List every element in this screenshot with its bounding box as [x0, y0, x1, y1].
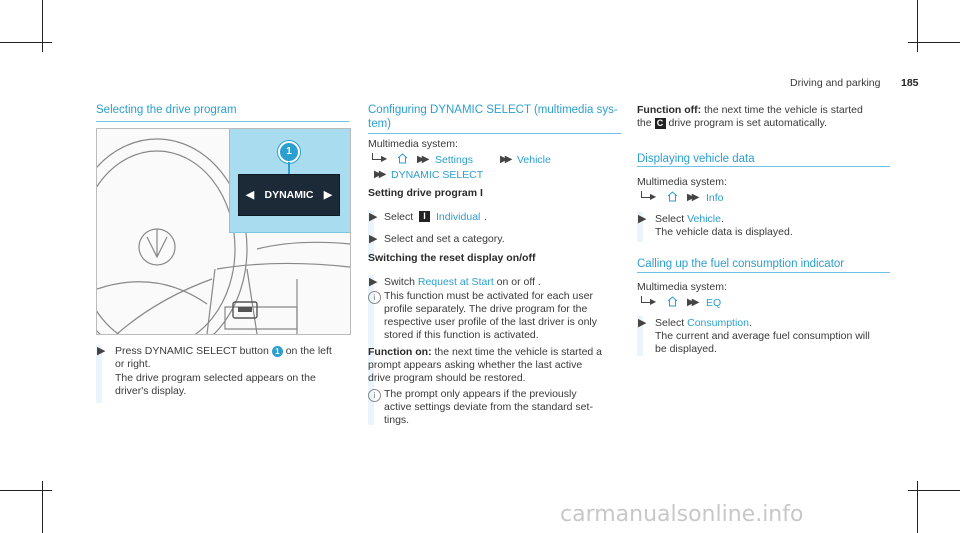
note-text: respective user profile of the last driver is only [384, 316, 598, 328]
path-info[interactable]: Info [706, 192, 724, 204]
col2-heading-cont: tem) [368, 118, 391, 130]
select-consumption-text: Select Consumption. [655, 317, 752, 329]
crop-mark [42, 0, 43, 52]
step-arrow-icon: ▶ [369, 276, 378, 288]
col1-heading-rule [96, 121, 349, 122]
step-text: or right. [115, 358, 151, 370]
function-on-text: drive program should be restored. [368, 372, 526, 384]
multimedia-label: Multimedia system: [637, 281, 727, 293]
chevron-right-icon: ▶▶ [417, 154, 427, 165]
crop-mark [917, 481, 918, 533]
comfort-icon: C [655, 118, 666, 129]
chevron-right-icon: ▶▶ [500, 154, 510, 165]
step-arrow-icon: ▶ [638, 213, 647, 225]
vehicle-desc: The vehicle data is displayed. [655, 226, 793, 238]
switch-text: Switch Request at Start on or off . [384, 276, 541, 288]
col3-heading-rule [637, 272, 890, 273]
select-vehicle-text: Select Vehicle. [655, 213, 724, 225]
function-off-text: the C drive program is set automatically. [637, 117, 827, 129]
step-text: driver's display. [115, 385, 187, 397]
watermark: carmanualsonline.info [560, 502, 804, 527]
dynamic-select-figure [96, 128, 351, 335]
period: . [484, 211, 487, 223]
crop-mark [917, 0, 918, 52]
home-icon [397, 153, 408, 164]
step-arrow-icon: ▶ [369, 211, 378, 223]
left-arrow-icon: ◀ [246, 189, 255, 201]
set-category-text: Select and set a category. [384, 233, 505, 245]
individual-link[interactable]: Individual [436, 211, 481, 223]
step-text: The drive program selected appears on the [115, 372, 316, 384]
consumption-link[interactable]: Consumption [687, 317, 749, 329]
dynamic-display [238, 174, 340, 216]
crop-mark [908, 490, 960, 491]
col2-heading-rule [368, 133, 621, 134]
page-number: 185 [901, 77, 919, 89]
col1-heading: Selecting the drive program [96, 104, 237, 116]
menu-arrow-icon: ▶ [650, 192, 657, 201]
section-title: Driving and parking [790, 77, 881, 89]
function-off-text: Function off: the next time the vehicle is started [637, 104, 863, 116]
note-text: The prompt only appears if the previously [384, 388, 577, 400]
step-text: Press DYNAMIC SELECT button 1 on the left [115, 345, 332, 357]
step-arrow-icon: ▶ [97, 345, 106, 357]
chevron-right-icon: ▶▶ [687, 192, 697, 203]
info-icon: i [368, 389, 381, 402]
multimedia-label: Multimedia system: [637, 176, 727, 188]
select-text: Select [384, 211, 414, 223]
note-text: active settings deviate from the standard set- [384, 401, 593, 413]
right-arrow-icon: ▶ [323, 189, 332, 201]
crop-mark [0, 490, 52, 491]
col3-heading-rule [637, 166, 890, 167]
individual-icon: I [419, 211, 430, 222]
function-on-text: prompt appears asking whether the last active [368, 359, 583, 371]
path-vehicle[interactable]: Vehicle [517, 154, 551, 166]
callout-1-icon: 1 [272, 346, 283, 357]
consumption-desc: be displayed. [655, 343, 717, 355]
home-icon [667, 191, 678, 202]
request-at-start-link[interactable]: Request at Start [417, 276, 494, 288]
crop-mark [42, 481, 43, 533]
path-dynamic-select[interactable]: DYNAMIC SELECT [391, 169, 484, 181]
info-icon: i [368, 291, 381, 304]
subheading-reset-display: Switching the reset display on/off [368, 252, 536, 264]
chevron-right-icon: ▶▶ [374, 169, 384, 180]
dynamic-label: DYNAMIC [264, 189, 314, 201]
function-on-text: Function on: the next time the vehicle is started a [368, 346, 603, 358]
menu-arrow-icon: ▶ [650, 297, 657, 306]
multimedia-label: Multimedia system: [368, 138, 458, 150]
col3-heading-fuel: Calling up the fuel consumption indicator [637, 258, 845, 270]
crop-mark [908, 42, 960, 43]
col2-heading: Configuring DYNAMIC SELECT (multimedia sys- [368, 104, 618, 116]
home-icon [667, 296, 678, 307]
note-text: This function must be activated for each user [384, 290, 593, 302]
callout-marker: 1 [278, 141, 300, 163]
note-text: stored if this function is activated. [384, 329, 539, 341]
menu-arrow-icon: ▶ [381, 154, 388, 163]
callout-line [288, 162, 290, 174]
vehicle-link[interactable]: Vehicle [687, 213, 721, 225]
step-arrow-icon: ▶ [369, 233, 378, 245]
subheading-setting-drive: Setting drive program I [368, 187, 483, 199]
chevron-right-icon: ▶▶ [687, 297, 697, 308]
col3-heading-vehicle-data: Displaying vehicle data [637, 153, 755, 165]
crop-mark [0, 42, 52, 43]
step-arrow-icon: ▶ [638, 317, 647, 329]
note-text: profile separately. The drive program for the [384, 303, 588, 315]
consumption-desc: The current and average fuel consumption will [655, 330, 870, 342]
path-eq[interactable]: EQ [706, 297, 722, 309]
note-text: tings. [384, 414, 410, 426]
path-settings[interactable]: Settings [435, 154, 473, 166]
